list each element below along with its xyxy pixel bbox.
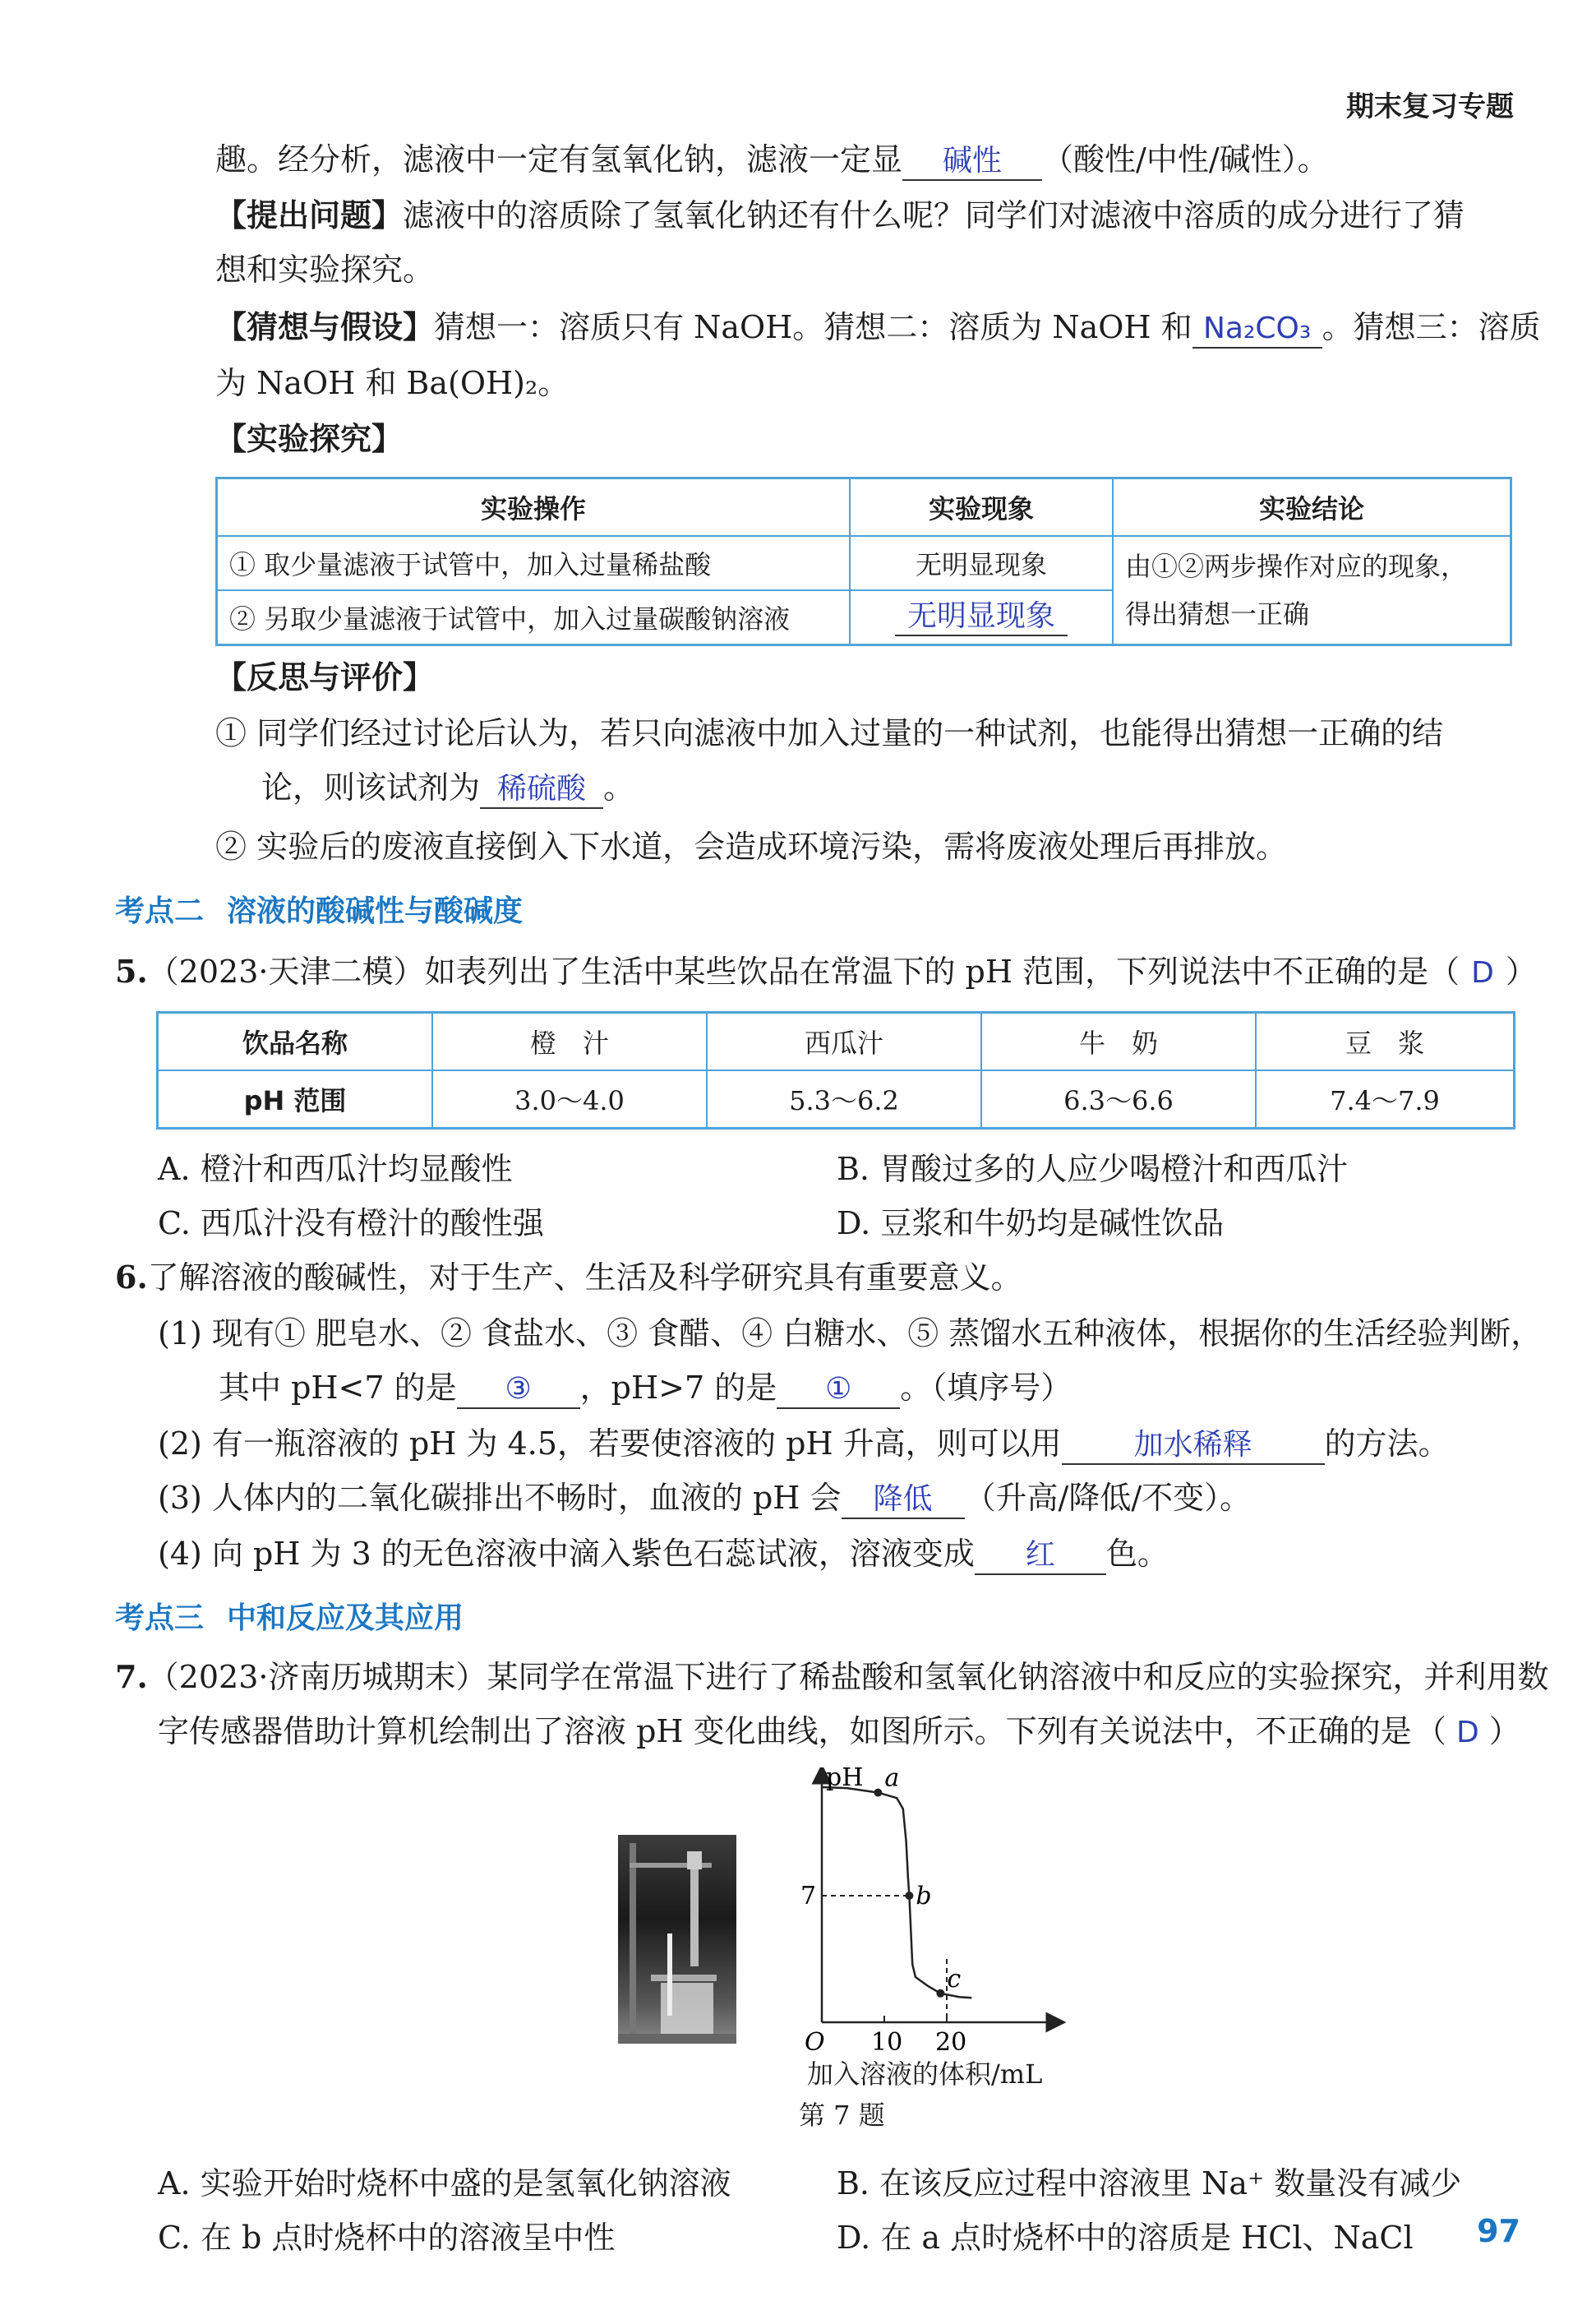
experiment-label: 【实验探究】 <box>215 420 404 457</box>
blank-line1 <box>902 141 1042 181</box>
q7-option-a: A. 实验开始时烧杯中盛的是氢氧化钠溶液 <box>158 2165 731 2201</box>
question-line-1: 【提出问题】滤液中的溶质除了氢氧化钠还有什么呢？同学们对滤液中溶质的成分进行了猜 <box>215 196 1465 233</box>
experiment-table <box>215 477 1512 646</box>
exp-row2-phen-cell <box>850 590 1113 645</box>
hypothesis-line-1: 【猜想与假设】猜想一：溶质只有 NaOH。猜想二：溶质为 NaOH 和 Na₂CO₃ 。猜想三：溶质 <box>215 306 1541 349</box>
q7-option-d: D. 在 a 点时烧杯中的溶质是 HCl、NaCl <box>837 2220 1414 2256</box>
q7-option-b: B. 在该反应过程中溶液里 Na⁺ 数量没有减少 <box>837 2165 1462 2201</box>
exp-header-op: 实验操作 <box>217 478 851 537</box>
exp-row2-op: ② 另取少量滤液于试管中，加入过量碳酸钠溶液 <box>217 590 851 645</box>
q6-part1-a: (1) 现有① 肥皂水、② 食盐水、③ 食醋、④ 白糖水、⑤ 蒸馏水五种液体，根据你的生活经验判断， <box>158 1315 1543 1351</box>
figure-caption: 第 7 题 <box>799 2100 885 2131</box>
header-title: 期末复习专题 <box>1346 90 1514 123</box>
x-axis-label: 加入溶液的体积/mL <box>807 2058 1043 2090</box>
reflect-label: 【反思与评价】 <box>215 658 435 695</box>
question-line-2: 想和实验探究。 <box>215 252 435 288</box>
q7-answer: D <box>1456 1716 1479 1749</box>
exp-conclusion: 由①②两步操作对应的现象， 得出猜想一正确 <box>1113 536 1511 645</box>
q5-answer: D <box>1471 956 1494 990</box>
exp-row1-op: ① 取少量滤液于试管中，加入过量稀盐酸 <box>217 536 851 590</box>
answer-red: 红 <box>1025 1538 1055 1572</box>
answer-na2co3: Na₂CO₃ <box>1202 312 1312 345</box>
y-axis-label: pH <box>826 1767 864 1792</box>
q6-stem: 6.了解溶液的酸碱性，对于生产、生活及科学研究具有重要意义。 <box>115 1259 1022 1296</box>
point-c <box>936 1989 944 1998</box>
point-label-a: a <box>884 1767 900 1793</box>
answer-vinegar: ③ <box>505 1372 532 1406</box>
ph-curve-chart <box>793 1767 1068 2055</box>
q7-stem-2: 字传感器借助计算机绘制出了溶液 pH 变化曲线，如图所示。下列有关说法中，不正确的是 <box>158 1713 1412 1749</box>
q7-answer-bracket: （ D ） <box>1415 1713 1520 1749</box>
x-tick-label-20: 20 <box>935 2028 967 2055</box>
reflect-item1-a: ① 同学们经过讨论后认为，若只向滤液中加入过量的一种试剂，也能得出猜想一正确的结 <box>215 715 1444 751</box>
q5-option-b: B. 胃酸过多的人应少喝橙汁和西瓜汁 <box>837 1151 1349 1187</box>
exp-header-phen: 实验现象 <box>850 478 1113 537</box>
section-2-title: 考点二 溶液的酸碱性与酸碱度 <box>115 894 524 928</box>
q5-stem: 5.（2023·天津二模）如表列出了生活中某些饮品在常温下的 pH 范围，下列说法中不正确的是（ D ） <box>115 953 1537 990</box>
q7-stem-1: 7.（2023·济南历城期末）某同学在常温下进行了稀盐酸和氢氧化钠溶液中和反应的实验探究，并利用数 <box>115 1658 1549 1695</box>
reflect-item2: ② 实验后的废液直接倒入下水道，会造成环境污染，需将废液处理后再排放。 <box>215 829 1288 865</box>
answer-dilute-sulfuric: 稀硫酸 <box>497 772 587 806</box>
apparatus-photo <box>618 1835 736 2044</box>
point-label-c: c <box>947 1964 962 1994</box>
point-label-b: b <box>916 1882 932 1910</box>
answer-no-phenomenon: 无明显现象 <box>906 599 1055 633</box>
point-b <box>905 1892 913 1900</box>
answer-soap: ① <box>825 1372 852 1406</box>
intro-line-1: 趣。经分析，滤液中一定有氢氧化钠，滤液一定显 碱性 （酸性/中性/碱性）。 <box>215 138 1329 181</box>
ph-table: 饮品名称 橙 汁 西瓜汁 牛 奶 豆 浆 pH 范围 3.0～4.0 5.3～6.2 6.3～6.6 7.4～7.9 <box>156 1011 1515 1130</box>
answer-dilute-water: 加水稀释 <box>1133 1428 1252 1462</box>
page-number: 97 <box>1477 2213 1520 2249</box>
exp-row1-phen: 无明显现象 <box>850 536 1113 590</box>
q5-option-a: A. 橙汁和西瓜汁均显酸性 <box>158 1151 513 1187</box>
q6-part1-b: 其中 pH<7 的是 ③ ，pH>7 的是 ① 。（填序号） <box>219 1366 1072 1409</box>
q7-option-c: C. 在 b 点时烧杯中的溶液呈中性 <box>158 2220 616 2256</box>
q5-option-c: C. 西瓜汁没有橙汁的酸性强 <box>158 1205 544 1241</box>
q6-part3: (3) 人体内的二氧化碳排出不畅时，血液的 pH 会 降低 （升高/降低/不变）。 <box>158 1476 1251 1519</box>
point-a <box>874 1789 882 1797</box>
q6-part2: (2) 有一瓶溶液的 pH 为 4.5，若要使溶液的 pH 升高，则可以用 加水稀释 的方法。 <box>158 1422 1450 1465</box>
q5-option-d: D. 豆浆和牛奶均是碱性饮品 <box>837 1205 1225 1241</box>
section-3-title: 考点三 中和反应及其应用 <box>115 1601 464 1635</box>
answer-decrease: 降低 <box>873 1482 933 1516</box>
exp-header-concl: 实验结论 <box>1113 478 1511 537</box>
y-tick-label-7: 7 <box>800 1882 817 1910</box>
x-tick-label-10: 10 <box>871 2028 903 2055</box>
reflect-item1-b: 论，则该试剂为 稀硫酸 。 <box>261 766 634 809</box>
origin-label: O <box>805 2028 825 2055</box>
answer-basic: 碱性 <box>943 144 1003 178</box>
hypothesis-line-2: 为 NaOH 和 Ba(OH)₂。 <box>215 365 570 401</box>
blank-hypothesis <box>1192 309 1322 349</box>
q6-part4: (4) 向 pH 为 3 的无色溶液中滴入紫色石蕊试液，溶液变成 红 色。 <box>158 1532 1169 1575</box>
apparatus-drawing <box>618 1835 736 2044</box>
